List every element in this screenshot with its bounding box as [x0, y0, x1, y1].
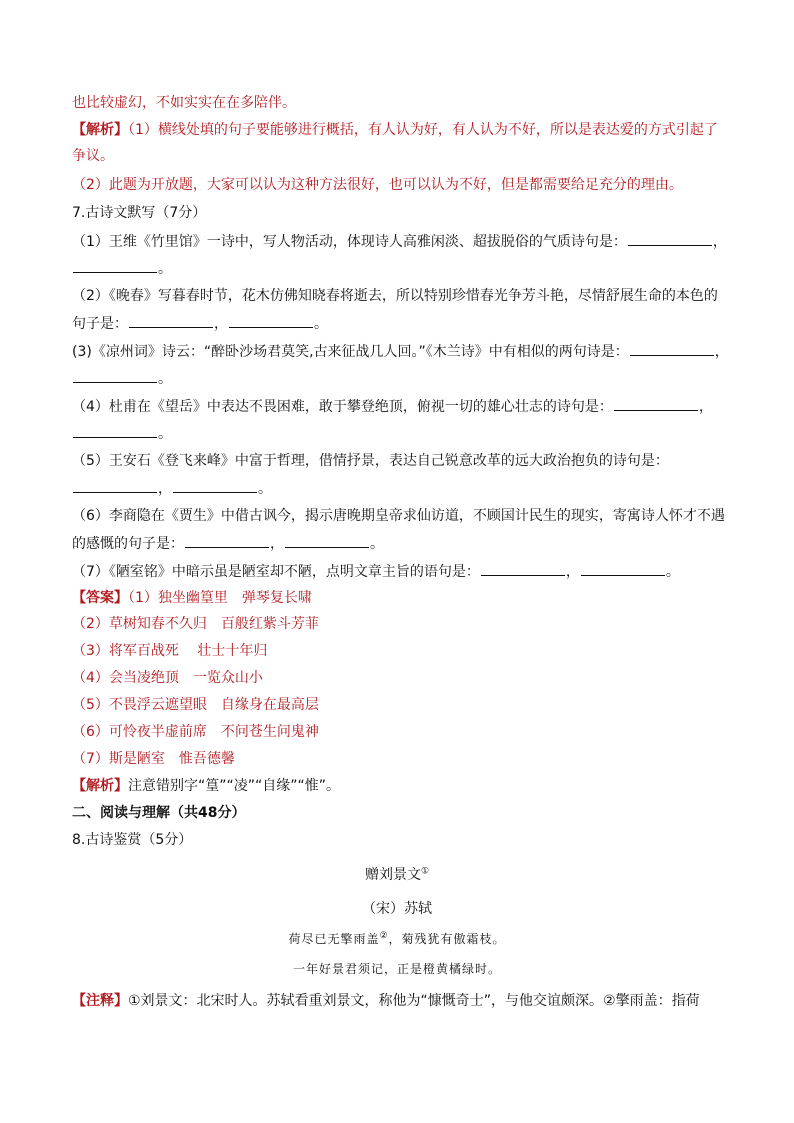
- answer-blank[interactable]: [73, 368, 157, 383]
- text: （3）将军百战死 壮士十年归: [72, 643, 268, 659]
- answer-line: [72, 641, 267, 661]
- question-line: [72, 533, 384, 554]
- answer-tag: 【答案】: [72, 590, 128, 606]
- answer-line: [72, 614, 319, 634]
- text: （4）会当凌绝顶 一览众山小: [72, 670, 263, 686]
- footnote-marker: ①: [420, 866, 430, 877]
- punct: 。: [665, 564, 680, 580]
- analysis-line: [72, 776, 340, 796]
- answer-blank[interactable]: [129, 313, 213, 328]
- question-heading: [72, 830, 192, 850]
- question-line: [72, 478, 272, 499]
- punct: ，: [698, 399, 713, 415]
- text: 8.古诗鉴赏（5分）: [72, 832, 193, 848]
- text: （6）可怜夜半虚前席 不问苍生问鬼神: [72, 724, 319, 740]
- text: （7）斯是陋室 惟吾德馨: [72, 751, 235, 767]
- text-line: [72, 93, 296, 113]
- text: （5）不畏浮云遮望眼 自缘身在最高层: [72, 697, 319, 713]
- answer-line: [72, 722, 319, 742]
- text: 的感慨的句子是：: [72, 536, 184, 552]
- answer-blank[interactable]: [628, 231, 712, 246]
- question-line: [72, 396, 713, 417]
- answer-blank[interactable]: [73, 258, 157, 273]
- text: （5）王安石《登飞来峰》中富于哲理，借情抒景，表达自己锐意改革的远大政治抱负的诗句是：: [72, 453, 669, 469]
- answer-line: [72, 668, 263, 688]
- poem-line: [0, 960, 794, 977]
- answer-blank[interactable]: [73, 423, 157, 438]
- text: （1）独坐幽篁里 弹琴复长啸: [128, 590, 312, 606]
- punct: ，: [712, 234, 727, 250]
- punct: ，: [714, 344, 729, 360]
- text: （宋）苏轼: [362, 901, 432, 917]
- text: （1）横线处填的句子要能够进行概括，有人认为好，有人认为不好，所以是表达爱的方式引起了: [128, 122, 718, 138]
- answer-blank[interactable]: [614, 396, 698, 411]
- answer-blank[interactable]: [73, 478, 157, 493]
- text: 争议。: [72, 148, 114, 164]
- text: ，菊残犹有傲霜枝。: [388, 932, 506, 946]
- analysis-line: [72, 120, 718, 140]
- poem-line: [0, 930, 794, 947]
- answer-blank[interactable]: [173, 478, 257, 493]
- text: 赠刘景文: [364, 867, 421, 883]
- punct: 。: [158, 426, 172, 442]
- text: （2）《晚春》写暮春时节，花木仿佛知晓春将逝去，所以特别珍惜春光争芳斗艳，尽情舒展生命的本色的: [72, 288, 718, 304]
- text: ①刘景文：北宋时人。苏轼看重刘景文，称他为“慷慨奇士”，与他交谊颇深。②擎雨盖：指荷: [128, 993, 700, 1009]
- answer-blank[interactable]: [481, 561, 565, 576]
- text: （2）草树知春不久归 百般红紫斗芳菲: [72, 616, 319, 632]
- answer-blank[interactable]: [285, 533, 369, 548]
- text: 7.古诗文默写（7分）: [72, 205, 207, 221]
- question-line: [72, 368, 172, 389]
- text: 注意错别字“篁”“凌”“自缘”“惟”。: [128, 778, 341, 794]
- answer-line: [72, 749, 235, 769]
- notes-line: [72, 991, 700, 1011]
- text: 句子是：: [72, 316, 128, 332]
- text: (3)《凉州词》诗云：“醉卧沙场君莫笑,古来征战几人回。”《木兰诗》中有相似的两句诗是：: [72, 344, 629, 360]
- poem-author: [0, 898, 794, 918]
- question-line: [72, 231, 727, 252]
- punct: ，: [565, 564, 580, 580]
- text-line: [72, 146, 114, 166]
- punct: 。: [158, 261, 172, 277]
- text: （7）《陋室铭》中暗示虽是陋室却不陋，点明文章主旨的语句是：: [72, 564, 480, 580]
- section-heading: [72, 803, 245, 823]
- text: （4）杜甫在《望岳》中表达不畏困难，敢于攀登绝顶，俯视一切的雄心壮志的诗句是：: [72, 399, 613, 415]
- answer-line: [72, 588, 312, 608]
- footnote-marker: ②: [379, 931, 389, 941]
- punct: 。: [258, 481, 272, 497]
- poem-title: [0, 864, 794, 884]
- question-line: [72, 258, 172, 279]
- text: （1）王维《竹里馆》一诗中，写人物活动，体现诗人高雅闲淡、超拔脱俗的气质诗句是：: [72, 234, 627, 250]
- question-line: [72, 286, 718, 306]
- answer-blank[interactable]: [185, 533, 269, 548]
- text: （2）此题为开放题，大家可以认为这种方法很好，也可以认为不好，但是都需要给足充分的理由。: [72, 177, 683, 193]
- analysis-tag: 【解析】: [72, 122, 128, 138]
- punct: ，: [214, 316, 228, 332]
- question-line: [72, 506, 725, 526]
- punct: ，: [158, 481, 172, 497]
- text: 二、阅读与理解（共48分）: [72, 805, 246, 821]
- question-line: [72, 313, 328, 334]
- answer-blank[interactable]: [630, 341, 714, 356]
- analysis-tag: 【解析】: [72, 778, 128, 794]
- answer-line: [72, 695, 319, 715]
- question-heading: [72, 203, 206, 223]
- punct: ，: [270, 536, 284, 552]
- punct: 。: [158, 371, 172, 387]
- notes-tag: 【注释】: [72, 993, 128, 1009]
- answer-blank[interactable]: [581, 561, 665, 576]
- text: （6）李商隐在《贾生》中借古讽今，揭示唐晚期皇帝求仙访道，不顾国计民生的现实，寄寓诗人怀才不遇: [72, 508, 725, 524]
- text-line: [72, 175, 683, 195]
- question-line: [72, 423, 172, 444]
- text: 一年好景君须记，正是橙黄橘绿时。: [292, 962, 501, 976]
- punct: 。: [370, 536, 384, 552]
- text: 荷尽已无擎雨盖: [288, 932, 380, 946]
- text: 也比较虚幻，不如实实在在多陪伴。: [72, 95, 296, 111]
- punct: 。: [314, 316, 328, 332]
- answer-blank[interactable]: [229, 313, 313, 328]
- question-line: [72, 451, 669, 471]
- question-line: [72, 341, 729, 362]
- question-line: [72, 561, 680, 582]
